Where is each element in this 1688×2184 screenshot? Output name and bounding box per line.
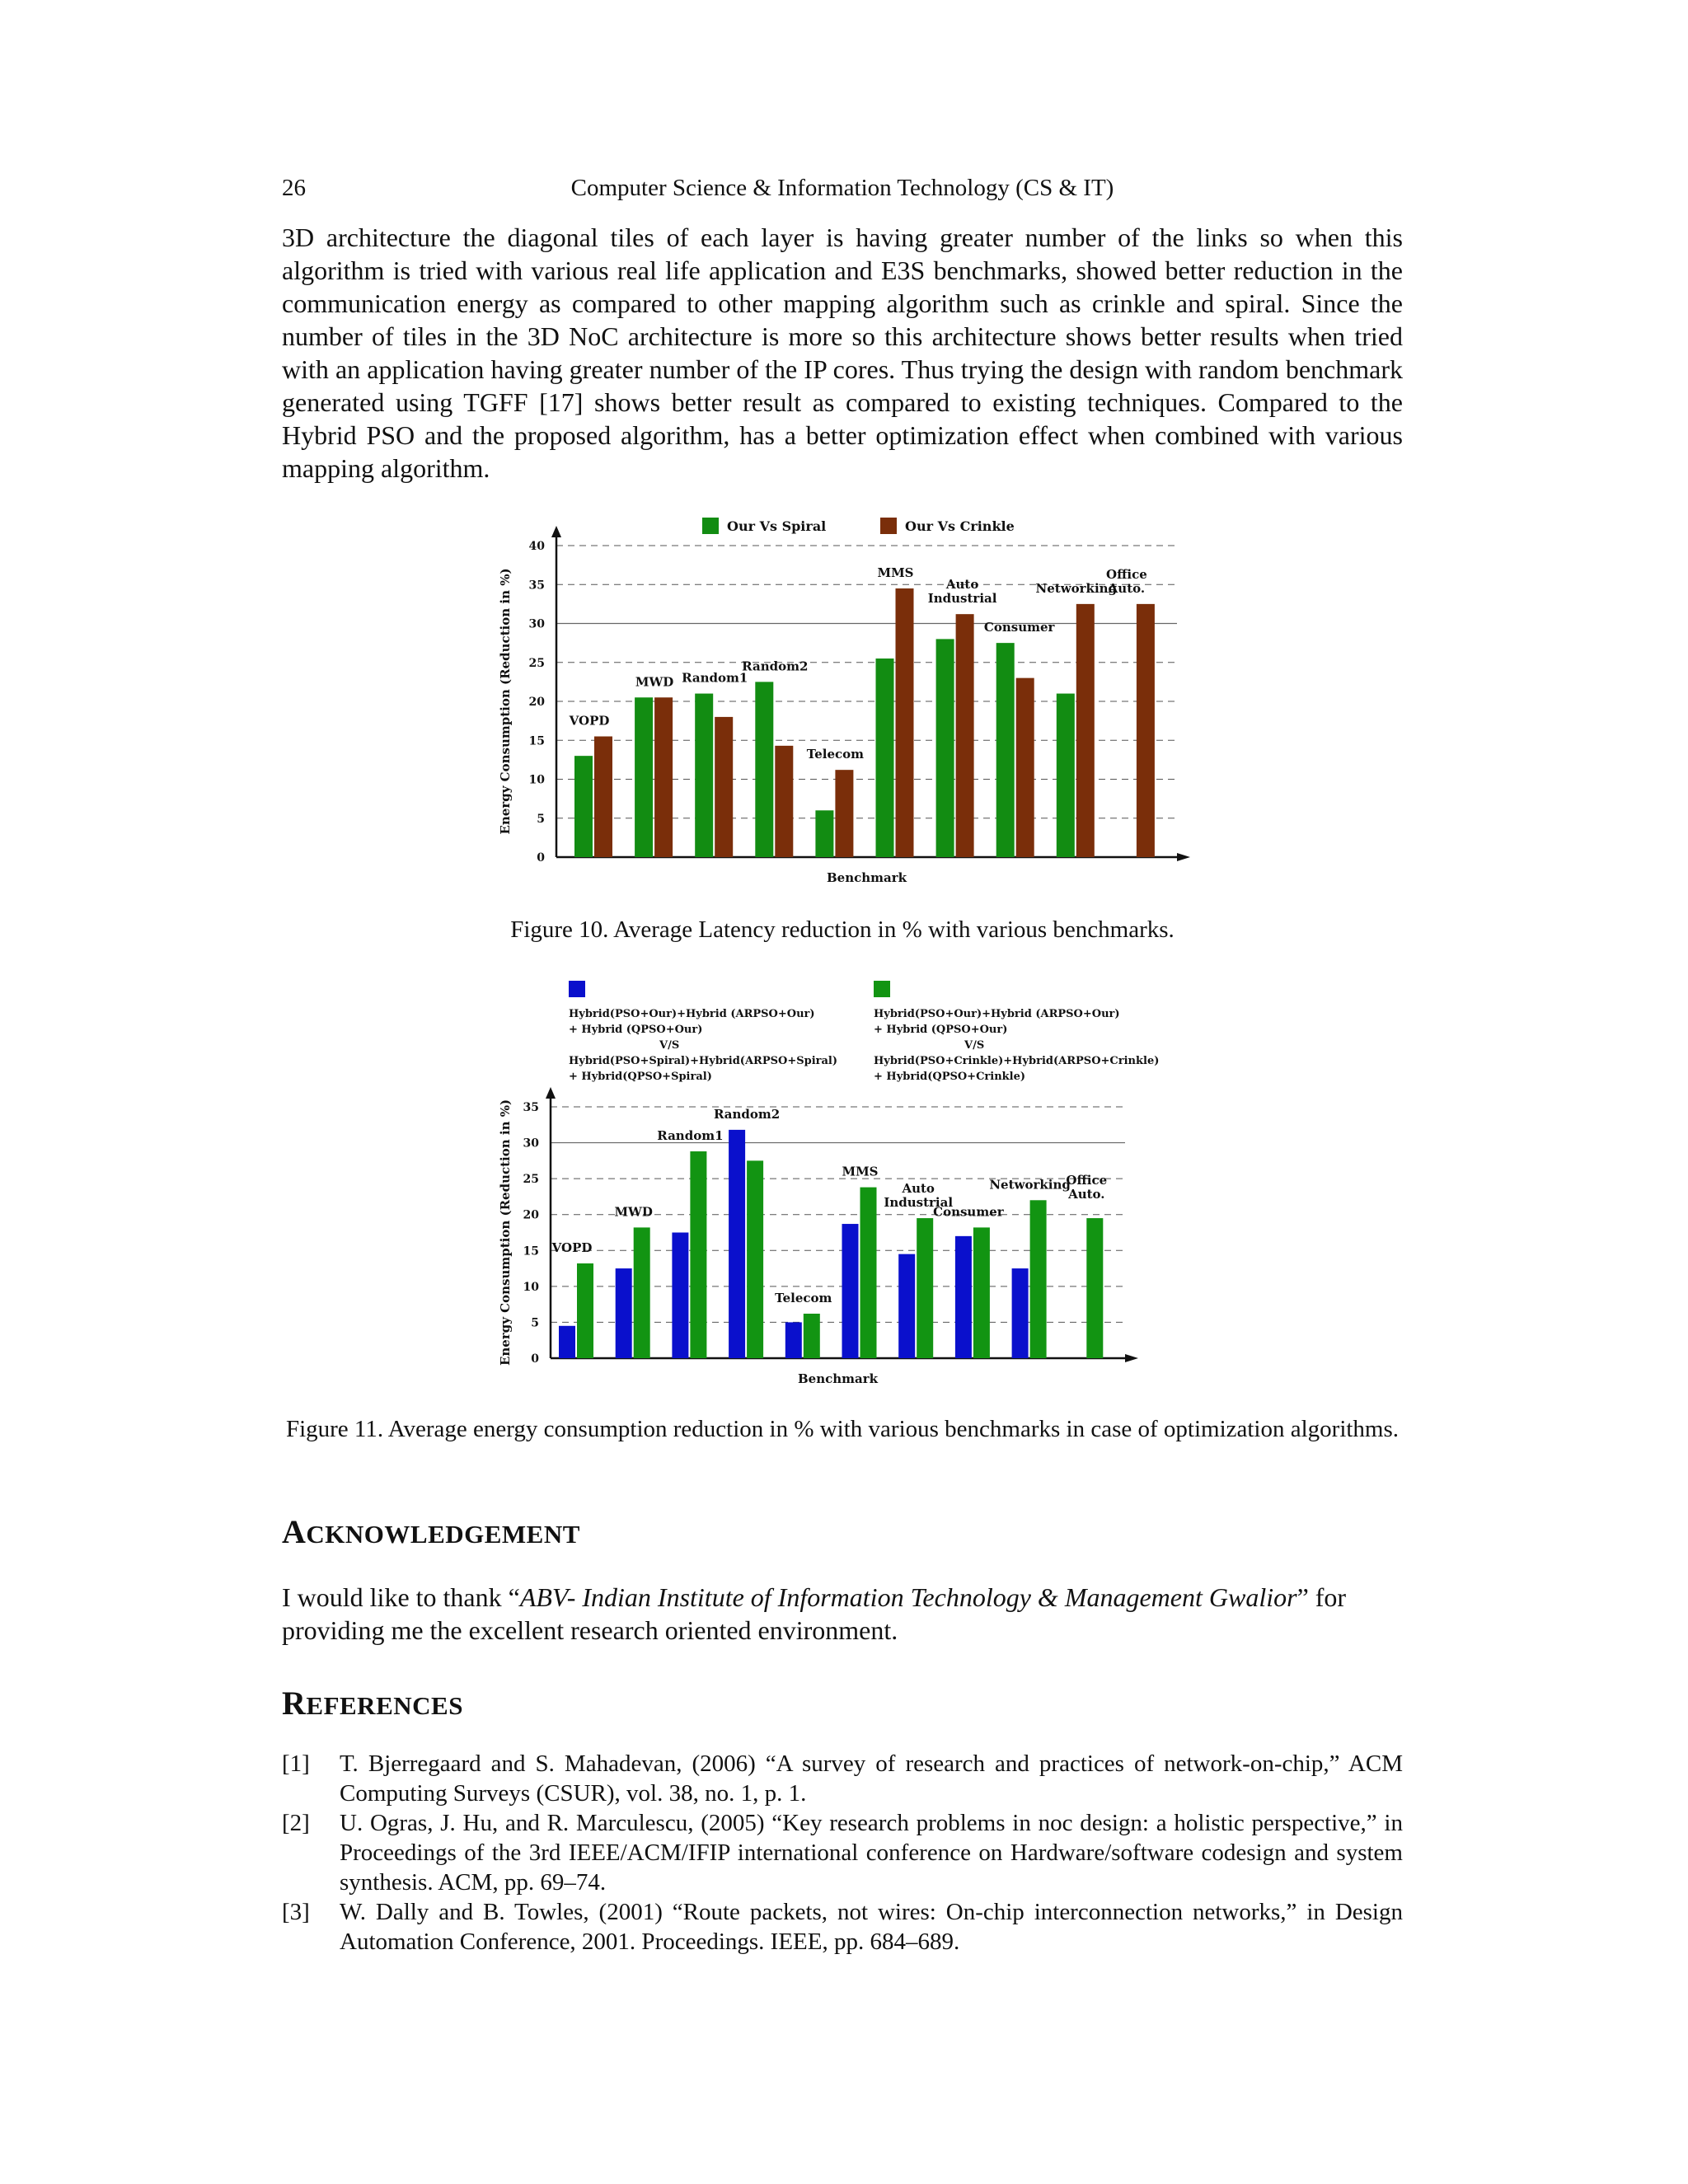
category-label: Auto bbox=[945, 577, 979, 593]
y-tick-label: 20 bbox=[528, 696, 545, 709]
category-label: VOPD bbox=[569, 713, 610, 729]
legend-label: Hybrid(PSO+Spiral)+Hybrid(ARPSO+Spiral) bbox=[569, 1055, 838, 1067]
bar bbox=[973, 1227, 990, 1358]
bar bbox=[842, 1224, 859, 1358]
category-label: Consumer bbox=[983, 620, 1055, 635]
bar bbox=[559, 1326, 575, 1358]
category-label: Random1 bbox=[657, 1128, 724, 1144]
y-tick-label: 25 bbox=[523, 1173, 539, 1187]
bar bbox=[1016, 678, 1034, 857]
figure-11-caption: Figure 11. Average energy consumption reduction in % with various benchmarks in case of optimization algorithms. bbox=[285, 1416, 1400, 1442]
legend-label: Hybrid(PSO+Our)+Hybrid (ARPSO+Our) bbox=[874, 1008, 1120, 1020]
category-label: VOPD bbox=[551, 1240, 593, 1255]
y-axis-arrow bbox=[551, 526, 561, 537]
y-tick-label: 20 bbox=[523, 1208, 539, 1222]
x-axis-title: Benchmark bbox=[826, 870, 907, 885]
bar bbox=[654, 697, 673, 857]
category-label: Auto. bbox=[1068, 1187, 1105, 1202]
bar bbox=[804, 1314, 820, 1358]
page-header bbox=[282, 175, 1403, 208]
bar bbox=[635, 697, 653, 857]
bar bbox=[577, 1263, 593, 1358]
legend-swatch bbox=[874, 981, 890, 997]
y-tick-label: 15 bbox=[523, 1244, 539, 1258]
legend-label: Our Vs Crinkle bbox=[905, 518, 1015, 534]
bar bbox=[729, 1130, 745, 1358]
bar bbox=[672, 1233, 688, 1359]
bar bbox=[785, 1322, 802, 1358]
x-axis-arrow bbox=[1125, 1354, 1138, 1362]
y-tick-label: 30 bbox=[523, 1137, 539, 1151]
category-label: Networking bbox=[1035, 580, 1118, 596]
bar bbox=[876, 658, 894, 857]
y-tick-label: 0 bbox=[531, 1352, 539, 1366]
y-tick-label: 25 bbox=[528, 656, 545, 670]
category-label: MMS bbox=[877, 565, 914, 580]
bar bbox=[574, 756, 593, 857]
bar bbox=[1030, 1200, 1047, 1358]
y-tick-label: 30 bbox=[528, 617, 545, 631]
legend-label: Hybrid(PSO+Crinkle)+Hybrid(ARPSO+Crinkle) bbox=[874, 1055, 1160, 1067]
category-label: Auto. bbox=[1108, 580, 1146, 596]
category-label: Random1 bbox=[682, 670, 748, 686]
y-axis-arrow bbox=[546, 1087, 556, 1099]
bar bbox=[956, 614, 974, 857]
category-label: Industrial bbox=[884, 1195, 954, 1211]
y-tick-label: 5 bbox=[537, 812, 545, 826]
y-tick-label: 15 bbox=[528, 734, 545, 748]
legend-label: V/S bbox=[659, 1039, 680, 1052]
legend-label: + Hybrid(QPSO+Spiral) bbox=[569, 1071, 712, 1083]
acknowledgement-text: I would like to thank “ABV- Indian Institute of Information Technology & Management Gwalior” for providing me the excellent research oriented environment. bbox=[282, 1582, 1347, 1645]
bar bbox=[1012, 1268, 1029, 1358]
category-label: Random2 bbox=[713, 1106, 781, 1122]
legend-label: + Hybrid(QPSO+Crinkle) bbox=[874, 1071, 1026, 1083]
y-tick-label: 10 bbox=[523, 1280, 539, 1294]
legend-swatch bbox=[880, 518, 897, 534]
bar bbox=[775, 746, 793, 857]
x-axis-title: Benchmark bbox=[797, 1371, 879, 1386]
bar bbox=[955, 1236, 972, 1358]
category-label: Networking bbox=[989, 1177, 1071, 1193]
reference-item: [2] U. Ogras, J. Hu, and R. Marculescu, (2005) “Key research problems in noc design: a holistic perspective,” in Proceedings of the 3rd IEEE/ACM/IFIP international conference on Hardware/software codesign and system synthesis. ACM, pp. 69–74. bbox=[282, 1810, 1403, 1896]
bar bbox=[1137, 604, 1155, 857]
y-tick-label: 10 bbox=[528, 773, 545, 787]
bar bbox=[996, 643, 1015, 857]
y-tick-label: 5 bbox=[531, 1316, 539, 1330]
bar bbox=[896, 588, 914, 857]
category-label: Random2 bbox=[742, 658, 809, 674]
reference-item: [3] W. Dally and B. Towles, (2001) “Route packets, not wires: On-chip interconnection networks,” in Design Automation Conference, 2001. Proceedings. IEEE, pp. 684–689. bbox=[282, 1899, 1403, 1955]
category-label: Industrial bbox=[927, 591, 997, 607]
bar bbox=[616, 1268, 632, 1358]
bar bbox=[898, 1254, 915, 1358]
bar bbox=[594, 737, 612, 857]
category-label: Office bbox=[1066, 1173, 1108, 1188]
reference-list bbox=[282, 1749, 1403, 1957]
bar bbox=[755, 682, 773, 857]
institution-name: ABV- Indian Institute of Information Technology & Management Gwalior bbox=[519, 1582, 1297, 1612]
legend-label: V/S bbox=[964, 1039, 985, 1052]
category-label: Office bbox=[1106, 566, 1147, 582]
bar bbox=[695, 694, 713, 857]
bar bbox=[1076, 604, 1095, 857]
acknowledgement-heading: ACKNOWLEDGEMENT bbox=[282, 1513, 580, 1550]
category-label: Telecom bbox=[806, 747, 865, 762]
figure-11-chart bbox=[486, 972, 1195, 1393]
y-tick-label: 35 bbox=[528, 579, 545, 593]
y-tick-label: 0 bbox=[537, 851, 545, 865]
bar bbox=[860, 1188, 877, 1358]
bar bbox=[690, 1151, 706, 1358]
legend-label: + Hybrid (QPSO+Our) bbox=[569, 1024, 703, 1036]
figure-10-caption: Figure 10. Average Latency reduction in % with various benchmarks. bbox=[510, 916, 1175, 943]
journal-title: Computer Science & Information Technology (CS & IT) bbox=[570, 175, 1114, 201]
body-paragraph: 3D architecture the diagonal tiles of each layer is having greater number of the links so when this algorithm is tried with various real life application and E3S benchmarks, showed better reduction in the communication energy as compared to other mapping algorithm such as crinkle and spiral. Since the number of tiles in the 3D NoC architecture is more so this architecture shows better results when tried with an application having greater number of the IP cores. Thus trying the design with random benchmark generated using TGFF [17] shows better result as compared to existing techniques. Compared to the Hybrid PSO and the proposed algorithm, has a better optimization effect when combined with various mapping algorithm. bbox=[282, 223, 1403, 483]
references-heading: REFERENCES bbox=[282, 1685, 463, 1722]
category-label: MMS bbox=[842, 1164, 879, 1179]
y-tick-label: 35 bbox=[523, 1101, 539, 1114]
category-label: Auto bbox=[902, 1181, 935, 1197]
category-label: Telecom bbox=[775, 1290, 832, 1305]
legend-swatch bbox=[702, 518, 719, 534]
bar bbox=[715, 717, 733, 857]
category-label: Consumer bbox=[933, 1204, 1004, 1220]
legend-label: Hybrid(PSO+Our)+Hybrid (ARPSO+Our) bbox=[569, 1008, 815, 1020]
bar bbox=[1086, 1218, 1103, 1358]
y-tick-label: 40 bbox=[528, 540, 545, 553]
bar bbox=[1057, 694, 1075, 857]
y-axis-title: Energy Consumption (Reduction in %) bbox=[498, 568, 513, 835]
category-label: MWD bbox=[635, 674, 674, 690]
category-label: MWD bbox=[614, 1204, 653, 1220]
legend-label: Our Vs Spiral bbox=[727, 518, 827, 534]
legend-swatch bbox=[569, 981, 585, 997]
bar bbox=[815, 810, 833, 857]
bar bbox=[936, 639, 954, 857]
y-axis-title: Energy Consumption (Reduction in %) bbox=[498, 1099, 513, 1366]
x-axis-arrow bbox=[1177, 853, 1190, 861]
figure-10-chart bbox=[486, 511, 1195, 890]
bar bbox=[634, 1227, 650, 1358]
page-number: 26 bbox=[282, 175, 306, 201]
bar bbox=[917, 1218, 933, 1358]
bar bbox=[835, 770, 853, 857]
legend-label: + Hybrid (QPSO+Our) bbox=[874, 1024, 1008, 1036]
bar bbox=[747, 1160, 763, 1358]
reference-item: [1] T. Bjerregaard and S. Mahadevan, (2006) “A survey of research and practices of network-on-chip,” ACM Computing Surveys (CSUR), vol. 38, no. 1, p. 1. bbox=[282, 1750, 1403, 1807]
